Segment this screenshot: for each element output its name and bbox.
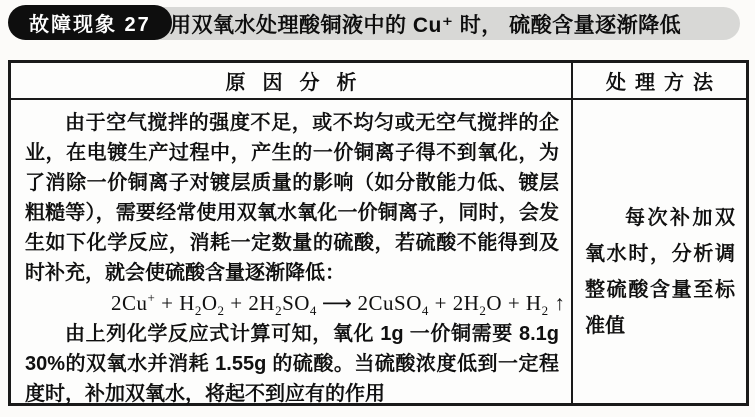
- column-header-cause-analysis: [11, 63, 573, 98]
- fault-title-text: 用双氧水处理酸铜液中的 Cu⁺ 时， 硫酸含量逐渐降低: [170, 13, 682, 37]
- cause-analysis-header-label: 原因分析: [225, 72, 374, 94]
- fault-title: [170, 7, 681, 40]
- treatment-method-header-label: 处理方法: [606, 72, 722, 94]
- treatment-method-cell: [573, 100, 746, 403]
- fault-badge-label: 故障现象 27: [29, 14, 151, 36]
- column-header-treatment-method: [573, 63, 746, 98]
- cause-analysis-cell: [11, 100, 573, 403]
- treatment-method-text: 每次补加双氧水时，分析调整硫酸含量至标准值: [585, 206, 735, 337]
- fault-number-badge: [8, 5, 172, 40]
- cause-paragraph-2: 由上列化学反应式计算可知，氧化 1g 一价铜需要 8.1g 30%的双氧水并消耗 1.55g 的硫酸。当硫酸浓度低到一定程度时，补加双氧水，将起不到应有的作用: [25, 323, 559, 405]
- cause-paragraph-1: 由于空气搅拌的强度不足，或不均匀或无空气搅拌的企业，在电镀生产过程中，产生的一价铜离子得不到氧化，为了消除一价铜离子对镀层质量的影响（如分散能力低、镀层粗糙等），需要经常使用双氧水氧化一价铜离子，同时，会发生如下化学反应，消耗一定数量的硫酸，若硫酸不能得到及时补充，就会使硫酸含量逐渐降低：: [25, 112, 559, 284]
- fault-table: [8, 60, 749, 406]
- fault-table-body-row: [11, 100, 746, 403]
- fault-table-header-row: [11, 63, 746, 100]
- chemical-equation: $2Cu^+ + H_2O_2 + 2H_2SO_4$ ⟶ 2CuSO$_4$ + $2H_2O + H_2$ ↑: [111, 290, 566, 319]
